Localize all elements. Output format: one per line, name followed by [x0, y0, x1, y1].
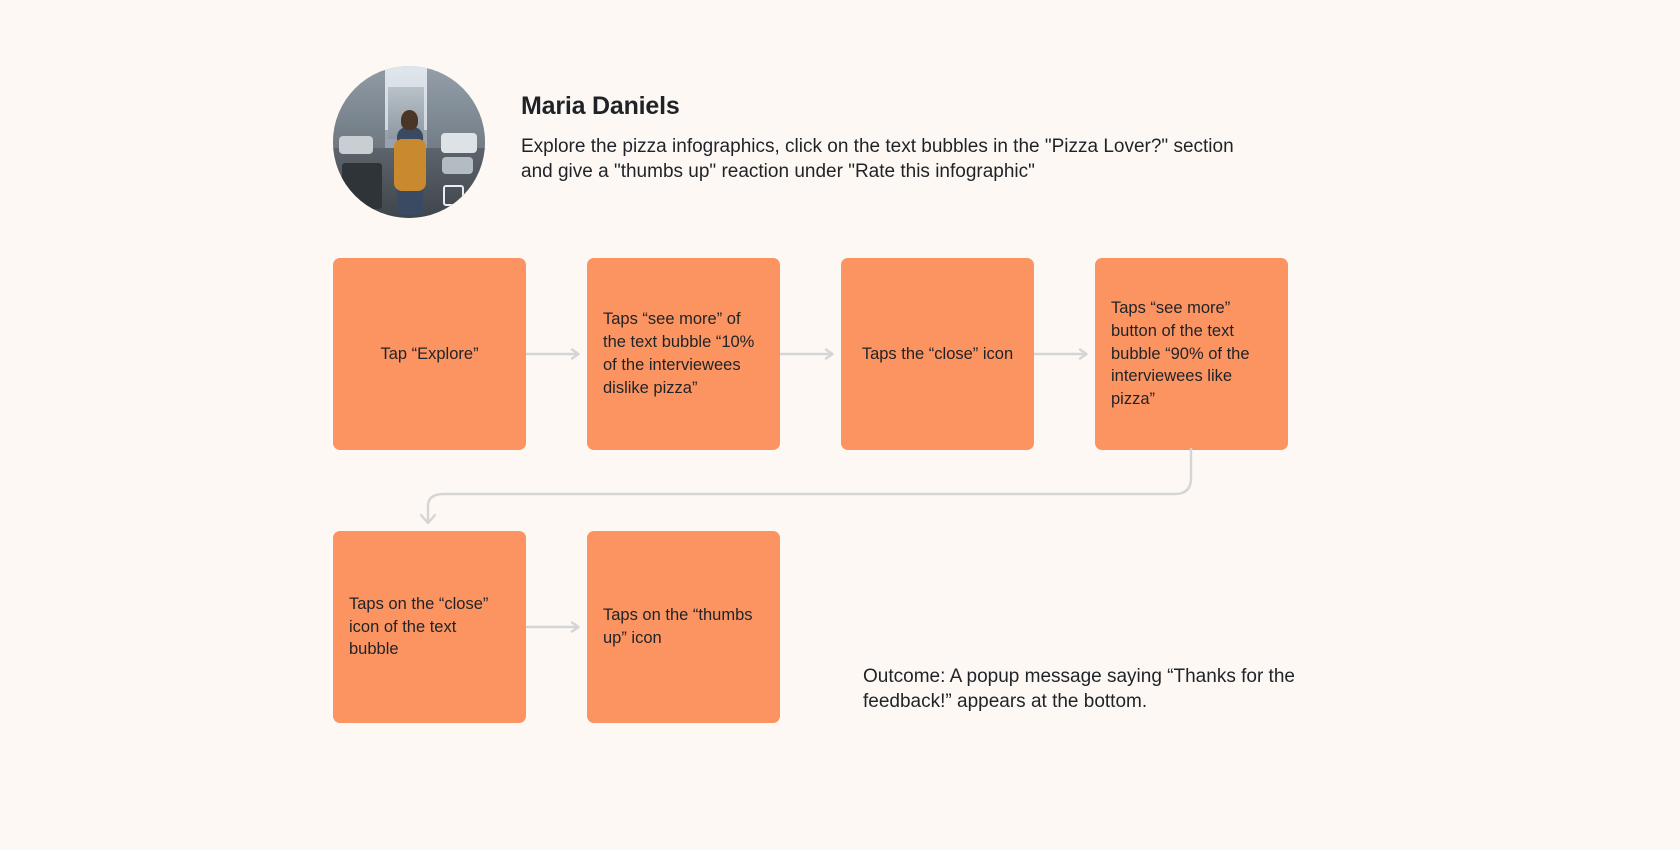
flow-node-label: Taps on the “thumbs up” icon: [603, 606, 753, 647]
persona-task-description: Explore the pizza infographics, click on the text bubbles in the "Pizza Lover?" section and give a "thumbs up" reaction under "Rate this infographic": [521, 136, 1234, 182]
flow-node-label: Taps the “close” icon: [861, 344, 1014, 363]
flow-node-label: Taps on the “close” icon of the text bubble: [349, 594, 489, 659]
flow-node-label: Taps “see more” button of the text bubble “90% of the interviewees like pizza”: [1111, 299, 1250, 409]
flow-arrow-4-to-5: [410, 448, 1220, 528]
flow-node-step-5[interactable]: [333, 531, 526, 723]
flow-node-label: Tap “Explore”: [380, 344, 479, 363]
flow-node-step-3[interactable]: [841, 258, 1034, 450]
flow-arrow-1-to-2: [526, 348, 587, 360]
flow-node-step-1[interactable]: [333, 258, 526, 450]
flow-node-step-2[interactable]: [587, 258, 780, 450]
flow-arrow-3-to-4: [1034, 348, 1095, 360]
flow-node-step-4[interactable]: [1095, 258, 1288, 450]
flow-arrow-2-to-3: [780, 348, 841, 360]
flow-node-step-6[interactable]: [587, 531, 780, 723]
flow-arrow-5-to-6: [526, 621, 587, 633]
persona-name: Maria Daniels: [521, 92, 680, 120]
outcome-text: Outcome: A popup message saying “Thanks for the feedback!” appears at the bottom.: [863, 666, 1295, 712]
flow-node-label: Taps “see more” of the text bubble “10% of the interviewees dislike pizza”: [603, 310, 755, 397]
